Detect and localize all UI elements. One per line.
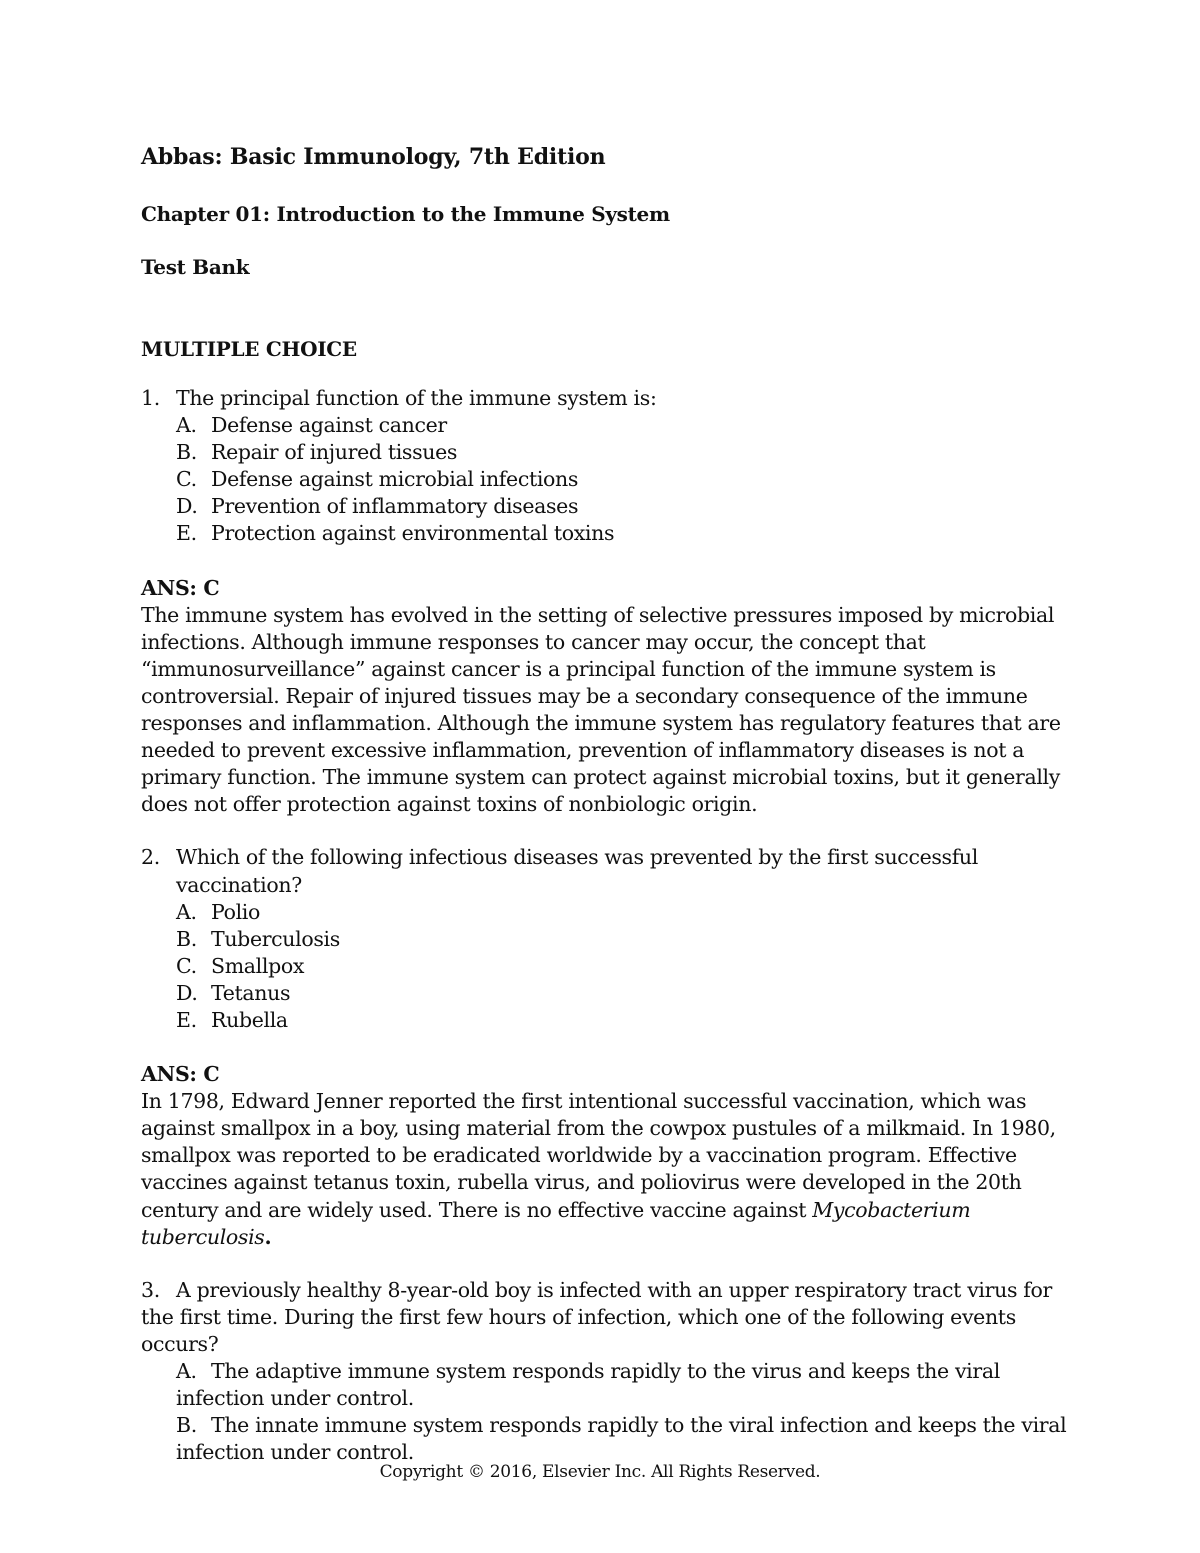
option-item bbox=[176, 412, 1081, 439]
option-list bbox=[176, 899, 1081, 1034]
test-bank-heading: Test Bank bbox=[141, 255, 250, 279]
option-letter: B. bbox=[176, 440, 197, 465]
option-list bbox=[176, 412, 1081, 547]
option-text: The adaptive immune system responds rapidly to the virus and keeps the viral infection under control. bbox=[176, 1359, 1000, 1411]
document-content bbox=[141, 140, 1081, 1466]
rationale-period: . bbox=[264, 1224, 272, 1249]
option-text: Tetanus bbox=[211, 980, 291, 1005]
question-2 bbox=[141, 844, 1081, 1250]
option-item bbox=[176, 1007, 1081, 1034]
option-text: Defense against cancer bbox=[211, 413, 447, 438]
rationale-organism-name: Mycobacterium tuberculosis bbox=[141, 1197, 971, 1249]
option-letter: B. bbox=[176, 1413, 197, 1438]
option-letter: E. bbox=[176, 1007, 197, 1032]
question-text: The principal function of the immune system is: bbox=[176, 386, 657, 410]
section-heading: MULTIPLE CHOICE bbox=[141, 337, 357, 361]
answer-rationale bbox=[141, 1088, 1081, 1251]
question-number: 2. bbox=[141, 845, 160, 870]
question-stem bbox=[141, 844, 1081, 898]
option-item bbox=[176, 466, 1081, 493]
option-text: Polio bbox=[211, 899, 261, 924]
option-letter: C. bbox=[176, 467, 197, 492]
option-item bbox=[176, 926, 1081, 953]
document-title: Abbas: Basic Immunology, 7th Edition bbox=[141, 144, 606, 170]
option-item bbox=[176, 520, 1081, 547]
question-number: 3. bbox=[141, 1277, 160, 1302]
option-text: Smallpox bbox=[211, 953, 305, 978]
option-item bbox=[176, 899, 1081, 926]
question-text: A previously healthy 8-year-old boy is infected with an upper respiratory tract virus for the first time. During the first few hours of infection, which one of the following events occurs? bbox=[141, 1277, 1052, 1356]
option-text: Tuberculosis bbox=[211, 926, 340, 951]
option-item bbox=[176, 493, 1081, 520]
question-3 bbox=[141, 1277, 1081, 1467]
option-list bbox=[176, 1358, 1081, 1466]
option-item bbox=[176, 439, 1081, 466]
option-item bbox=[176, 980, 1081, 1007]
option-letter: B. bbox=[176, 926, 197, 951]
option-text: Rubella bbox=[211, 1007, 288, 1032]
answer-label: ANS: C bbox=[141, 1062, 220, 1087]
option-text: Repair of injured tissues bbox=[211, 440, 458, 465]
rationale-text: In 1798, Edward Jenner reported the first intentional successful vaccination, which was against smallpox in a boy, using material from the cowpox pustules of a milkmaid. In 1980, smallpox was reported to be eradicated worldwide by a vaccination program. Effective vaccines against tetanus toxin, rubella virus, and poliovirus were developed in the 20th century and are widely used. There is no effective vaccine against bbox=[141, 1089, 1056, 1222]
option-item bbox=[176, 1412, 1081, 1466]
option-letter: A. bbox=[176, 413, 197, 438]
option-text: Prevention of inflammatory diseases bbox=[211, 494, 579, 519]
option-letter: D. bbox=[176, 980, 198, 1005]
option-letter: C. bbox=[176, 953, 197, 978]
option-text: Protection against environmental toxins bbox=[211, 521, 615, 546]
question-stem bbox=[141, 385, 1081, 412]
option-text: Defense against microbial infections bbox=[211, 467, 579, 492]
option-letter: E. bbox=[176, 521, 197, 546]
option-text: The innate immune system responds rapidly to the viral infection and keeps the viral infection under control. bbox=[176, 1413, 1067, 1465]
answer-label: ANS: C bbox=[141, 575, 220, 600]
option-item bbox=[176, 953, 1081, 980]
question-stem bbox=[141, 1277, 1081, 1358]
answer-rationale: The immune system has evolved in the setting of selective pressures imposed by microbial infections. Although immune responses to cancer may occur, the concept that “immunosurveillance” against cancer is a principal function of the immune system is controversial. Repair of injured tissues may be a secondary consequence of the immune responses and inflammation. Although the immune system has regulatory features that are needed to prevent excessive inflammation, prevention of inflammatory diseases is not a primary function. The immune system can protect against microbial toxins, but it generally does not offer protection against toxins of nonbiologic origin. bbox=[141, 602, 1061, 817]
option-letter: D. bbox=[176, 494, 198, 519]
question-text: Which of the following infectious diseases was prevented by the first successful vaccination? bbox=[176, 845, 978, 897]
option-letter: A. bbox=[176, 899, 197, 924]
question-number: 1. bbox=[141, 386, 160, 410]
question-1 bbox=[141, 385, 1081, 818]
option-letter: A. bbox=[176, 1359, 197, 1383]
option-item bbox=[176, 1358, 1081, 1412]
chapter-heading: Chapter 01: Introduction to the Immune System bbox=[141, 202, 670, 226]
copyright-footer: Copyright © 2016, Elsevier Inc. All Rights Reserved. bbox=[379, 1462, 821, 1482]
